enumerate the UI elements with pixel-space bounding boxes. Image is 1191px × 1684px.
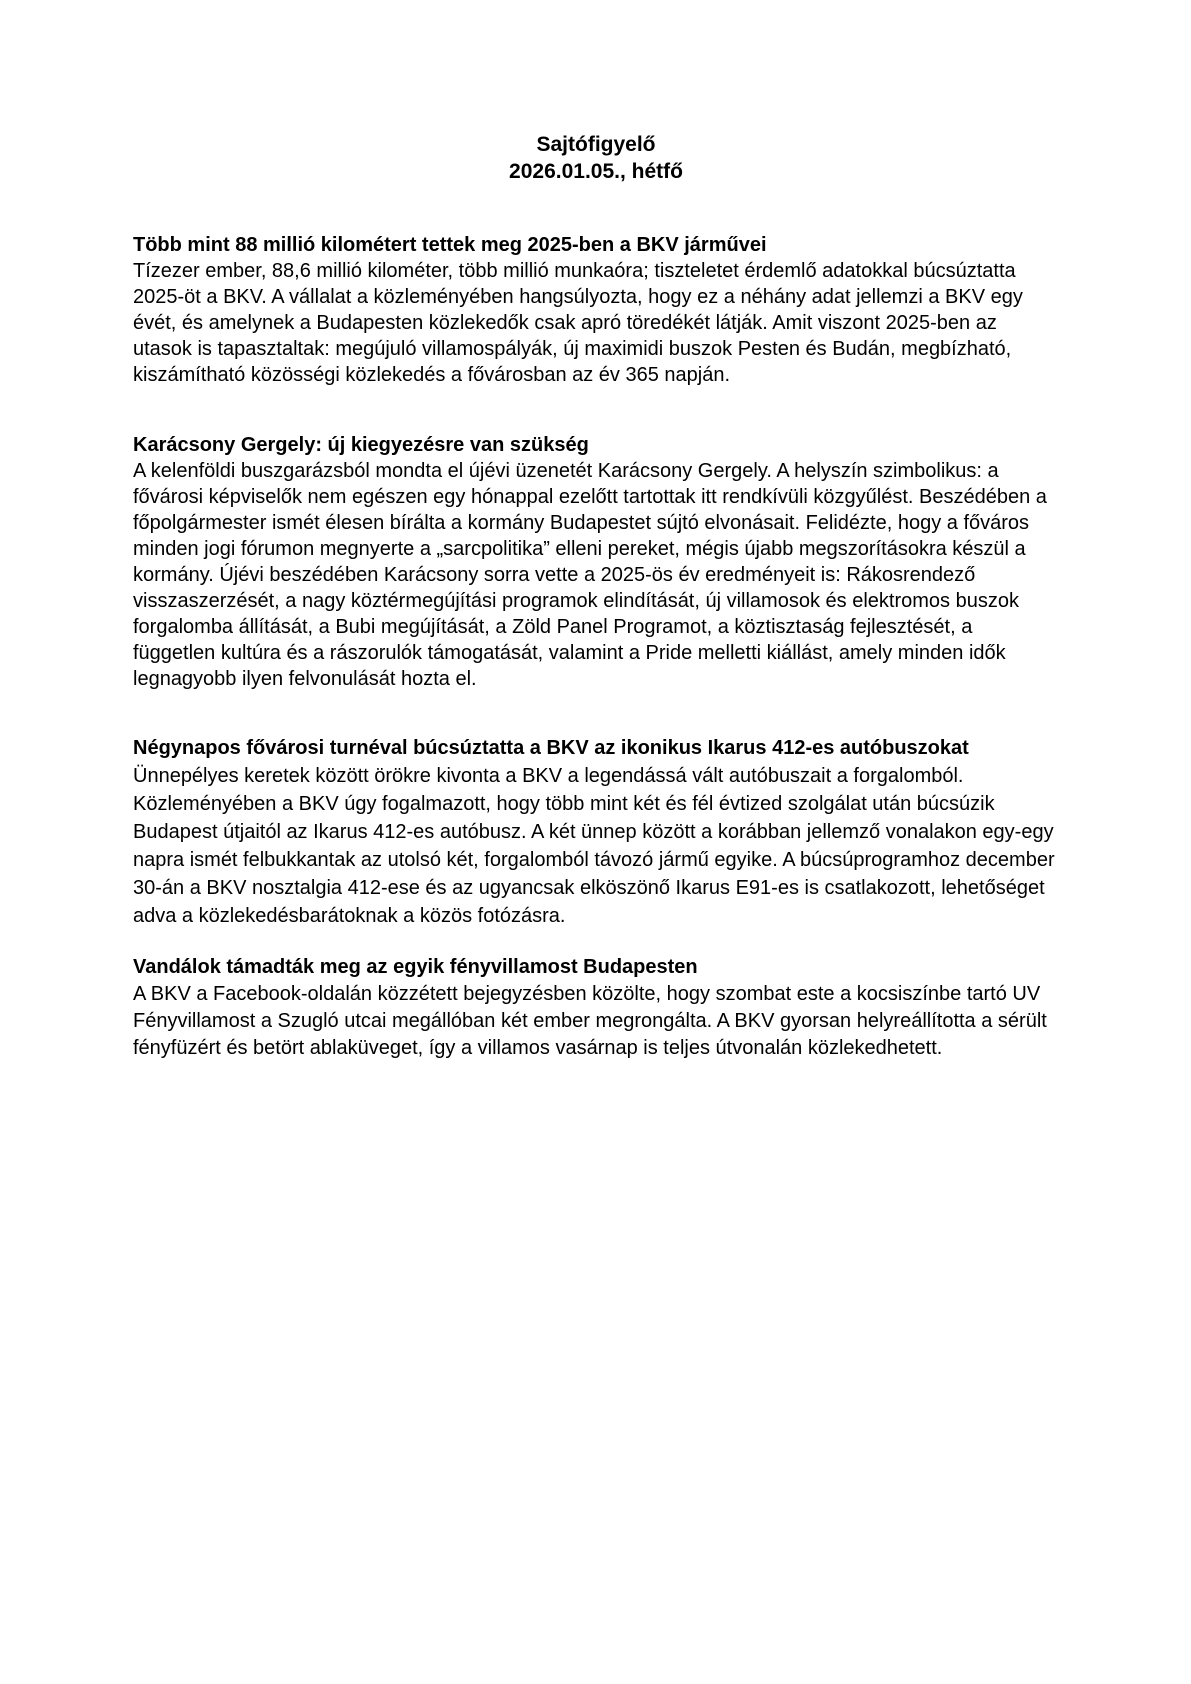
section-body: Tízezer ember, 88,6 millió kilométer, több millió munkaóra; tiszteletet érdemlő adatokkal búcsúztatta 2025-öt a BKV. A vállalat a közleményében hangsúlyozta, hogy ez a néhány adat jellemzi a BKV egy évét, és amelynek a Budapesten közlekedők csak apró töredékét látják. Amit viszont 2025-ben az utasok is tapasztaltak: megújuló villamospályák, új maximidi buszok Pesten és Budán, megbízható, kiszámítható közösségi közlekedés a fővárosban az év 365 napján. [133, 260, 1023, 386]
section-heading: Több mint 88 millió kilométert tettek meg 2025-ben a BKV járművei [133, 234, 767, 256]
section-bkv-kilometers [133, 232, 1059, 388]
document-date: 2026.01.05., hétfő [509, 160, 683, 183]
section-heading: Vandálok támadták meg az egyik fényvillamost Budapesten [133, 956, 698, 978]
section-body: A BKV a Facebook-oldalán közzétett bejegyzésben közölte, hogy szombat este a kocsiszínbe tartó UV Fényvillamost a Szugló utcai megállóban két ember megrongálta. A BKV gyorsan helyreállította a sérült fényfüzért és betört ablaküveget, így a villamos vasárnap is teljes útvonalán közlekedhetett. [133, 983, 1047, 1059]
section-body: A kelenföldi buszgarázsból mondta el újévi üzenetét Karácsony Gergely. A helyszín szimbolikus: a fővárosi képviselők nem egészen egy hónappal ezelőtt tartottak itt rendkívüli közgyűlést. Beszédében a főpolgármester ismét élesen bírálta a kormány Budapestet sújtó elvonásait. Felidézte, hogy a főváros minden jogi fórumon megnyerte a „sarcpolitika” elleni pereket, mégis újabb megszorításokra készül a kormány. Újévi beszédében Karácsony sorra vette a 2025-ös év eredményeit is: Rákosrendező visszaszerzését, a nagy köztérmegújítási programok elindítását, új villamosok és elektromos buszok forgalomba állítását, a Bubi megújítását, a Zöld Panel Programot, a köztisztaság fejlesztését, a független kultúra és a rászorulók támogatását, valamint a Pride melletti kiállást, amely minden idők legnagyobb ilyen felvonulását hozta el. [133, 460, 1047, 690]
section-body: Ünnepélyes keretek között örökre kivonta a BKV a legendássá vált autóbuszait a forgalomból. Közleményében a BKV úgy fogalmazott, hogy több mint két és fél évtized szolgálat után búcsúzik Budapest útjaitól az Ikarus 412-es autóbusz. A két ünnep között a korábban jellemző vonalakon egy-egy napra ismét felbukkantak az utolsó két, forgalomból távozó jármű egyike. A búcsúprogramhoz december 30-án a BKV nosztalgia 412-ese és az ugyancsak elköszönő Ikarus E91-es is csatlakozott, lehetőséget adva a közlekedésbarátoknak a közös fotózásra. [133, 765, 1055, 927]
title-block [133, 131, 1059, 185]
section-ikarus-farewell [133, 734, 1059, 930]
document-title: Sajtófigyelő [536, 133, 656, 156]
section-heading: Négynapos fővárosi turnéval búcsúztatta a BKV az ikonikus Ikarus 412-es autóbuszokat [133, 737, 969, 759]
section-karacsony-speech [133, 432, 1059, 692]
section-heading: Karácsony Gergely: új kiegyezésre van szükség [133, 434, 589, 456]
section-vandalism-tram [133, 954, 1059, 1062]
